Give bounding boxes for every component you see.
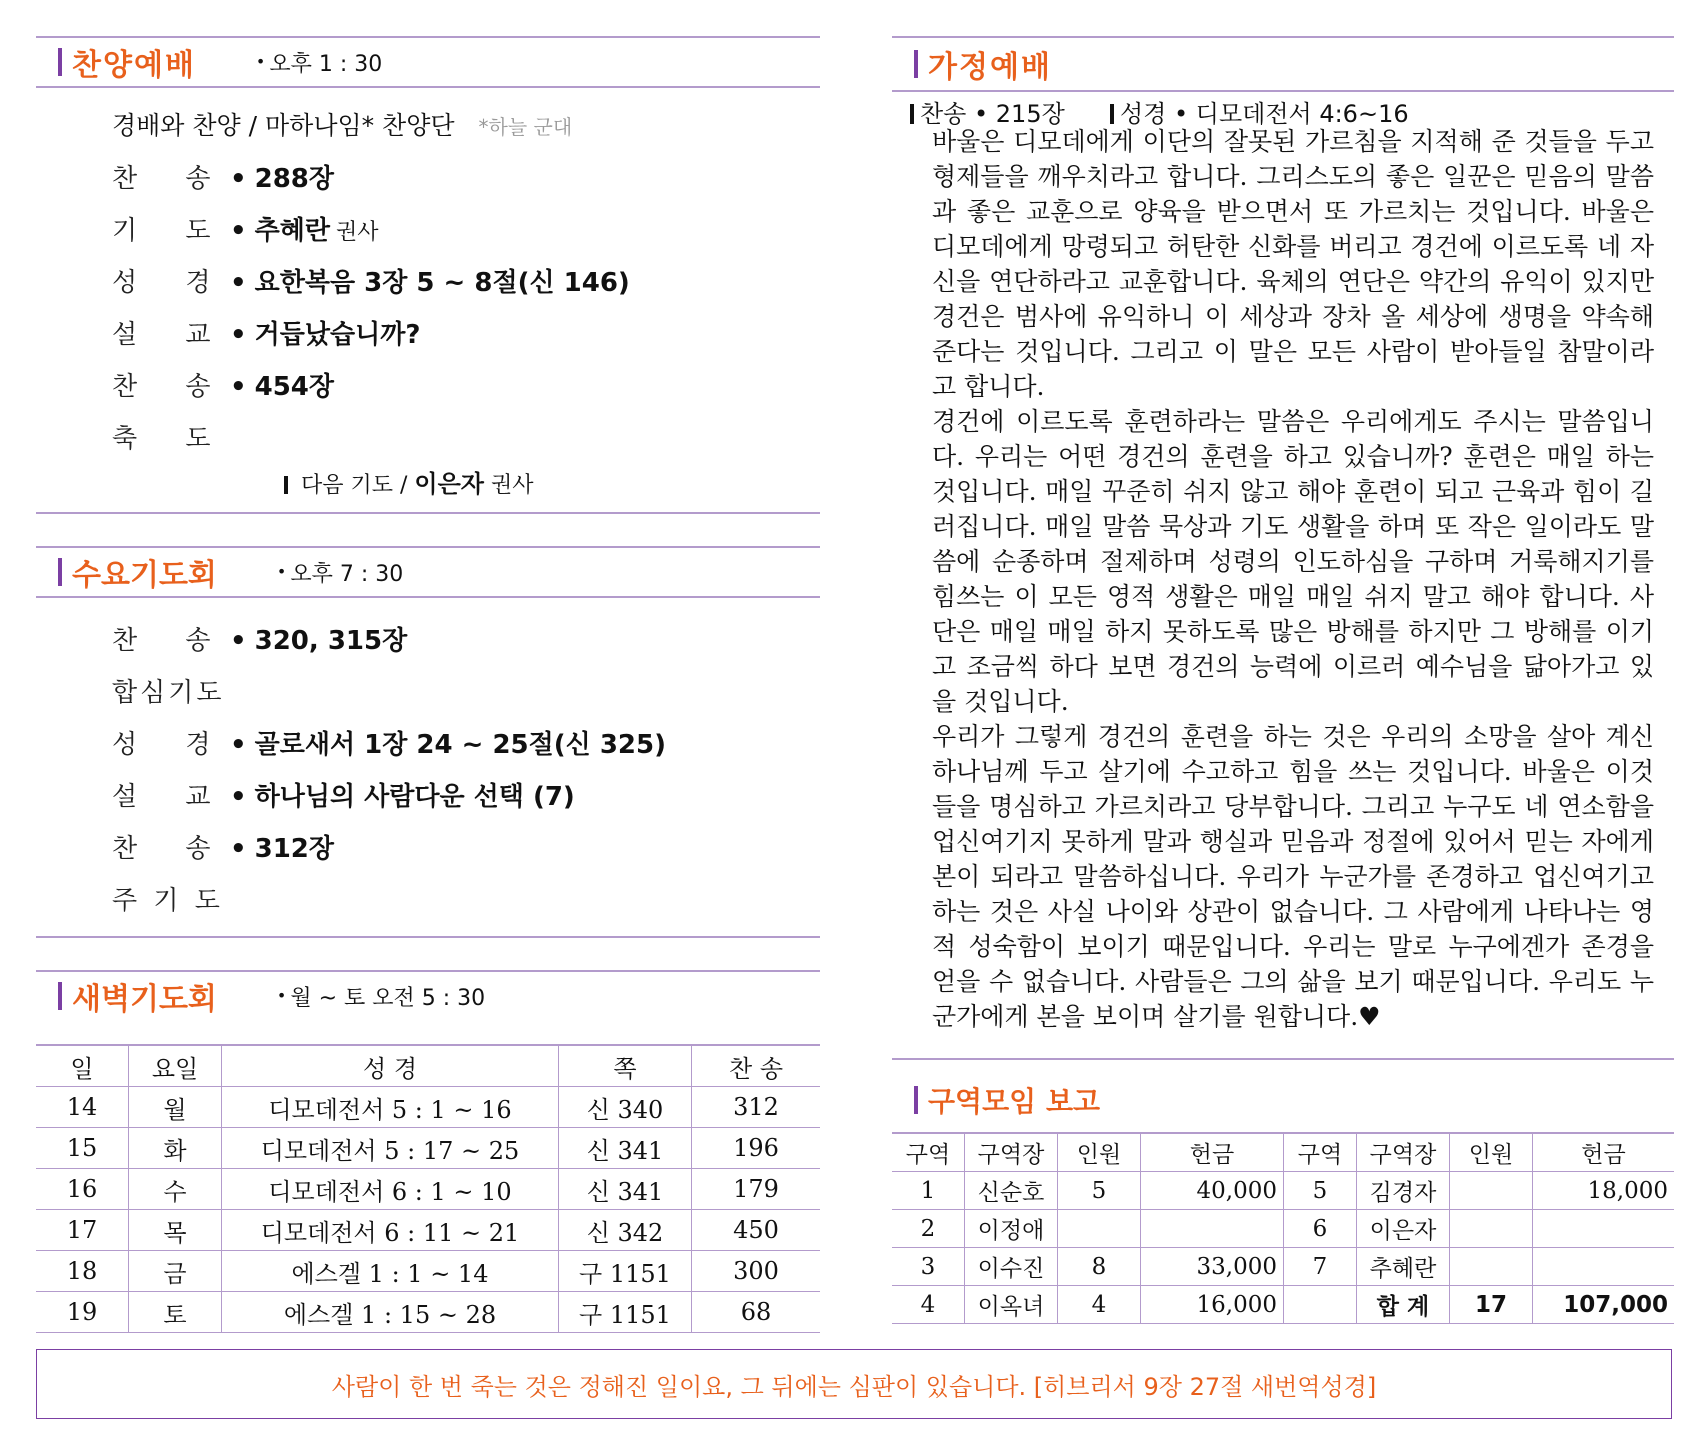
bullet: • <box>230 320 247 350</box>
bullet: • <box>230 626 247 656</box>
heart-icon: ♥ <box>1358 1002 1381 1031</box>
cell <box>1284 1286 1357 1324</box>
cell: 구 1151 <box>559 1251 692 1292</box>
table-row <box>36 1169 820 1210</box>
next-prayer <box>284 464 534 499</box>
col-header: 쪽 <box>559 1045 692 1087</box>
cell: 월 <box>129 1087 222 1128</box>
table-row <box>36 1128 820 1169</box>
wednesday-item-value: 312장 <box>254 834 335 864</box>
cell: 목 <box>129 1210 222 1251</box>
bullet: • <box>230 730 247 760</box>
praise-item <box>112 314 420 351</box>
table-header-row <box>36 1045 820 1087</box>
praise-time: • 오후 1 : 30 <box>256 47 382 78</box>
praise-item-value: 454장 <box>254 372 335 402</box>
praise-item-label: 찬 송 <box>112 372 211 402</box>
praise-item-label: 축 도 <box>112 424 211 454</box>
cell: 6 <box>1284 1210 1357 1248</box>
dawn-top-rule <box>36 970 820 972</box>
col-header: 인원 <box>1450 1133 1533 1172</box>
cell <box>1450 1210 1533 1248</box>
wednesday-item <box>112 776 575 813</box>
section-bar <box>58 982 62 1010</box>
devotional-paragraph: 바울은 디모데에게 이단의 잘못된 가르침을 지적해 준 것들을 두고 형제들을 깨우치라고 합니다. 그리스도의 좋은 일꾼은 믿음의 말씀과 좋은 교훈으로 양육을 받으면서 또 가르치는 것입니다. 바울은 디모데에게 망령되고 허탄한 신화를 버리고 경건에 이르도록 네 자신을 연단하라고 교훈합니다. 육체의 연단은 약간의 유익이 있지만 경건은 범사에 유익하니 이 세상과 장차 올 세상에 생명을 약속해 준다는 것입니다. 그리고 이 말은 모든 사람이 받아들일 참말이라고 합니다. <box>932 127 1654 401</box>
cell: 196 <box>692 1128 821 1169</box>
cell: 68 <box>692 1292 821 1333</box>
dawn-time: • 월 ~ 토 오전 5 : 30 <box>277 981 485 1012</box>
cell: 450 <box>692 1210 821 1251</box>
next-prayer-label: 다음 기도 / <box>301 473 408 498</box>
praise-item <box>112 366 334 403</box>
col-header: 구역 <box>1284 1133 1357 1172</box>
cell: 에스겔 1 : 1 ~ 14 <box>222 1251 559 1292</box>
cell: 금 <box>129 1251 222 1292</box>
cell: 5 <box>1058 1172 1141 1210</box>
praise-leader: 경배와 찬양 / 마하나임* 찬양단 <box>112 111 455 140</box>
devotional-paragraph-text: 우리가 그렇게 경건의 훈련을 하는 것은 우리의 소망을 살아 계신 하나님께 두고 살기에 수고하고 힘을 쓰는 것입니다. 바울은 이것들을 명심하고 가르치라고 당부합니다. 그리고 누구도 네 연소함을 업신여기지 못하게 말과 행실과 믿음과 정절에 있어서 믿는 자에게 본이 되라고 말씀하십니다. 우리가 누군가를 존경하고 업신여기고 하는 것은 사실 나이와 상관이 없습니다. 그 사람에게 나타나는 영적 성숙함이 보이기 때문입니다. 우리는 말로 누구에겐가 존경을 얻을 수 없습니다. 사람들은 그의 삶을 보기 때문입니다. 우리도 누군가에게 본을 보이며 살기를 원합니다. <box>932 722 1654 1031</box>
cell: 수 <box>129 1169 222 1210</box>
cell: 화 <box>129 1128 222 1169</box>
cell: 15 <box>36 1128 129 1169</box>
cell: 19 <box>36 1292 129 1333</box>
cell: 33,000 <box>1141 1248 1284 1286</box>
praise-item-label: 성 경 <box>112 268 211 298</box>
marker-bar <box>284 476 288 494</box>
praise-title: 찬양예배 <box>72 48 196 83</box>
section-bar <box>58 48 62 76</box>
col-header: 요일 <box>129 1045 222 1087</box>
praise-item-value: 거듭났습니까? <box>254 320 421 350</box>
memory-verse: 사람이 한 번 죽는 것은 정해진 일이요, 그 뒤에는 심판이 있습니다. [히브리서 9장 27절 새번역성경] <box>331 1372 1377 1401</box>
next-prayer-name: 이은자 <box>414 470 484 498</box>
wednesday-item <box>112 880 220 917</box>
praise-item <box>112 418 222 455</box>
verse-box <box>36 1349 1672 1419</box>
bullet: • <box>230 216 247 246</box>
cell: 8 <box>1058 1248 1141 1286</box>
col-header: 헌금 <box>1533 1133 1675 1172</box>
zone-header <box>914 1078 1100 1122</box>
cell: 디모데전서 5 : 17 ~ 25 <box>222 1128 559 1169</box>
praise-bottom-rule <box>36 512 820 514</box>
praise-item <box>112 262 630 299</box>
cell: 4 <box>1058 1286 1141 1324</box>
total-count: 17 <box>1450 1286 1533 1324</box>
cell: 18 <box>36 1251 129 1292</box>
dawn-title: 새벽기도회 <box>72 982 217 1017</box>
col-header: 구역장 <box>1357 1133 1450 1172</box>
col-header: 헌금 <box>1141 1133 1284 1172</box>
family-top-rule <box>892 36 1674 38</box>
cell: 디모데전서 6 : 1 ~ 10 <box>222 1169 559 1210</box>
cell: 디모데전서 5 : 1 ~ 16 <box>222 1087 559 1128</box>
cell: 18,000 <box>1533 1172 1675 1210</box>
praise-top-rule <box>36 36 820 38</box>
marker-bar <box>910 104 914 124</box>
cell: 16 <box>36 1169 129 1210</box>
cell: 신 340 <box>559 1087 692 1128</box>
cell: 이옥녀 <box>965 1286 1058 1324</box>
table-row <box>892 1286 1674 1324</box>
wednesday-bottom-rule <box>36 936 820 938</box>
praise-item-label: 찬 송 <box>112 164 211 194</box>
wednesday-time: • 오후 7 : 30 <box>277 557 403 588</box>
section-bar <box>58 558 62 586</box>
next-prayer-title: 권사 <box>490 473 534 498</box>
cell: 4 <box>892 1286 965 1324</box>
cell: 신 341 <box>559 1128 692 1169</box>
section-bar <box>914 50 918 78</box>
cell: 17 <box>36 1210 129 1251</box>
praise-item-label: 기 도 <box>112 216 211 246</box>
wednesday-item-value: 골로새서 1장 24 ~ 25절(신 325) <box>254 730 666 760</box>
table-row <box>36 1210 820 1251</box>
family-header-rule <box>892 90 1674 92</box>
praise-header-rule <box>36 86 820 88</box>
cell <box>1533 1248 1675 1286</box>
cell: 14 <box>36 1087 129 1128</box>
table-row <box>892 1172 1674 1210</box>
family-scripture-text: 성경 • 디모데전서 4:6~16 <box>1120 100 1409 128</box>
cell <box>1141 1210 1284 1248</box>
cell: 16,000 <box>1141 1286 1284 1324</box>
cell: 에스겔 1 : 15 ~ 28 <box>222 1292 559 1333</box>
cell: 신순호 <box>965 1172 1058 1210</box>
wednesday-item-value: 하나님의 사람다운 선택 (7) <box>254 782 575 812</box>
cell: 디모데전서 6 : 11 ~ 21 <box>222 1210 559 1251</box>
wednesday-header <box>58 550 403 594</box>
col-header: 일 <box>36 1045 129 1087</box>
cell <box>1450 1248 1533 1286</box>
wednesday-title: 수요기도회 <box>72 558 217 593</box>
table-row <box>892 1248 1674 1286</box>
cell: 이수진 <box>965 1248 1058 1286</box>
cell: 1 <box>892 1172 965 1210</box>
bullet: • <box>230 164 247 194</box>
praise-item-value: 288장 <box>254 164 335 194</box>
cell: 추혜란 <box>1357 1248 1450 1286</box>
cell <box>1058 1210 1141 1248</box>
cell: 신 341 <box>559 1169 692 1210</box>
zone-report-table <box>892 1132 1674 1324</box>
devotional-paragraph: 경건에 이르도록 훈련하라는 말씀은 우리에게도 주시는 말씀입니다. 우리는 어떤 경건의 훈련을 하고 있습니까? 훈련은 매일 하는 것입니다. 매일 꾸준히 쉬지 않고 해야 훈련이 되고 근육과 힘이 길러집니다. 매일 말씀 묵상과 기도 생활을 하며 또 작은 일이라도 말씀에 순종하며 절제하며 성령의 인도하심을 구하며 거룩해지기를 힘쓰는 이 모든 영적 생활은 매일 매일 쉬지 말고 해야 합니다. 사단은 매일 매일 하지 못하도록 많은 방해를 하지만 그 방해를 이기고 조금씩 하다 보면 경건의 능력에 이르러 예수님을 닮아가고 있을 것입니다. <box>932 407 1654 716</box>
bullet: • <box>230 782 247 812</box>
cell: 신 342 <box>559 1210 692 1251</box>
table-row <box>36 1251 820 1292</box>
wednesday-item <box>112 828 334 865</box>
table-header-row <box>892 1133 1674 1172</box>
cell: 토 <box>129 1292 222 1333</box>
praise-item-suffix: 권사 <box>335 220 379 245</box>
cell: 2 <box>892 1210 965 1248</box>
wednesday-item <box>112 620 407 657</box>
cell: 5 <box>1284 1172 1357 1210</box>
cell: 김경자 <box>1357 1172 1450 1210</box>
cell: 3 <box>892 1248 965 1286</box>
wednesday-header-rule <box>36 596 820 598</box>
wednesday-item-label: 합심기도 <box>112 678 225 708</box>
praise-item-value: 추혜란 <box>254 216 330 246</box>
zone-top-rule <box>892 1058 1674 1060</box>
praise-item <box>112 210 379 247</box>
cell: 이은자 <box>1357 1210 1450 1248</box>
col-header: 찬 송 <box>692 1045 821 1087</box>
wednesday-item-label: 주 기 도 <box>112 886 220 916</box>
cell: 312 <box>692 1087 821 1128</box>
family-header <box>914 42 1052 86</box>
family-title: 가정예배 <box>928 50 1052 85</box>
table-row <box>892 1210 1674 1248</box>
section-bar <box>914 1086 918 1114</box>
marker-bar <box>1110 104 1114 124</box>
bullet: • <box>230 834 247 864</box>
col-header: 성 경 <box>222 1045 559 1087</box>
praise-leader-note: *하늘 군대 <box>478 115 573 139</box>
wednesday-item-value: 320, 315장 <box>254 626 408 656</box>
wednesday-item-label: 찬 송 <box>112 834 211 864</box>
cell <box>1450 1172 1533 1210</box>
wednesday-item-label: 성 경 <box>112 730 211 760</box>
cell <box>1533 1210 1675 1248</box>
praise-header <box>58 40 382 84</box>
praise-item <box>112 158 334 195</box>
wednesday-item <box>112 724 666 761</box>
bullet: • <box>230 268 247 298</box>
bullet: • <box>230 372 247 402</box>
cell: 7 <box>1284 1248 1357 1286</box>
praise-leader-line <box>112 106 572 142</box>
dawn-header <box>58 974 485 1018</box>
zone-title: 구역모임 보고 <box>928 1085 1101 1118</box>
wednesday-item <box>112 672 224 709</box>
total-amount: 107,000 <box>1533 1286 1675 1324</box>
praise-item-label: 설 교 <box>112 320 211 350</box>
family-hymn-text: 찬송 • 215장 <box>920 100 1065 128</box>
cell: 이정애 <box>965 1210 1058 1248</box>
table-row <box>36 1292 820 1333</box>
cell: 구 1151 <box>559 1292 692 1333</box>
cell: 179 <box>692 1169 821 1210</box>
wednesday-item-label: 설 교 <box>112 782 211 812</box>
dawn-schedule-table <box>36 1044 820 1333</box>
col-header: 인원 <box>1058 1133 1141 1172</box>
col-header: 구역 <box>892 1133 965 1172</box>
wednesday-item-label: 찬 송 <box>112 626 211 656</box>
total-label: 합 계 <box>1357 1286 1450 1324</box>
praise-item-value: 요한복음 3장 5 ~ 8절(신 146) <box>254 268 630 298</box>
cell: 40,000 <box>1141 1172 1284 1210</box>
family-devotional <box>932 124 1654 1034</box>
table-row <box>36 1087 820 1128</box>
wednesday-top-rule <box>36 546 820 548</box>
cell: 300 <box>692 1251 821 1292</box>
devotional-paragraph <box>932 719 1654 1034</box>
col-header: 구역장 <box>965 1133 1058 1172</box>
